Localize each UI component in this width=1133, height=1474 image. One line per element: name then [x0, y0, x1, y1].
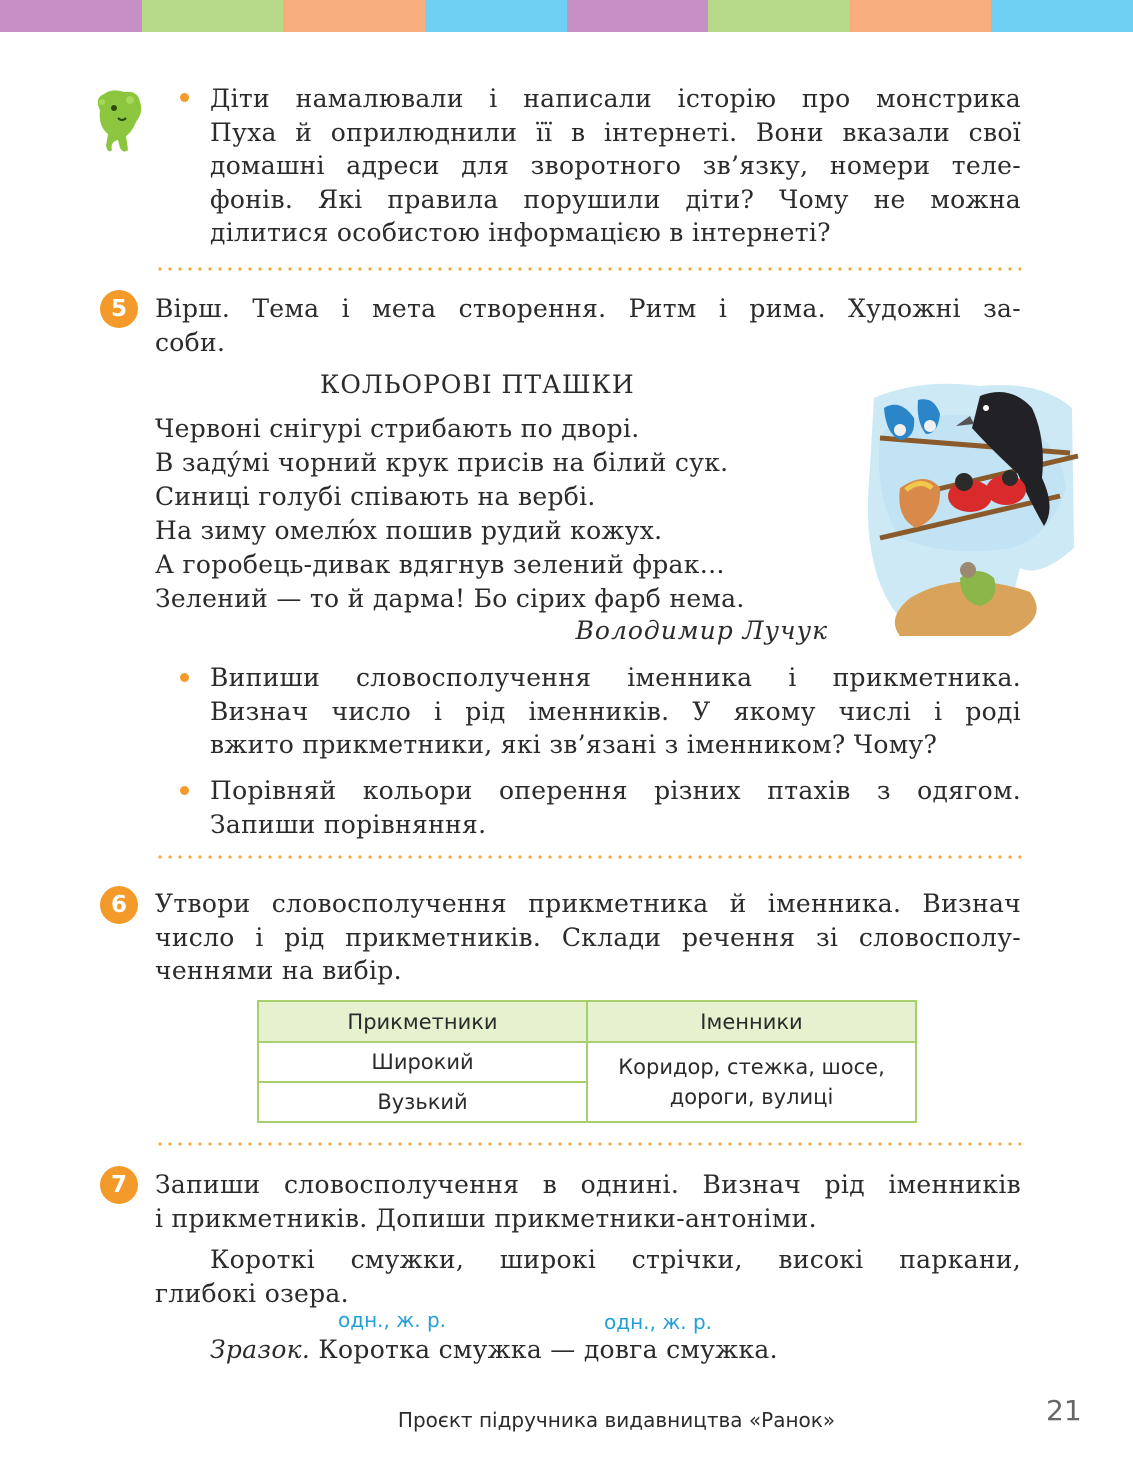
color-segment	[567, 0, 709, 32]
text-line: ченнями на вибір.	[155, 956, 402, 985]
text-line: Визнач число і рід іменників. У якому числі і роді	[210, 696, 1021, 726]
poem-line: А горобець-дивак вдягнув зелений фрак…	[155, 550, 725, 579]
color-segment	[850, 0, 992, 32]
table-row	[258, 1042, 916, 1082]
green-monster-mascot-icon	[90, 88, 146, 158]
intro-bullet-text	[210, 82, 1021, 250]
table-header-cell: Прикметники	[258, 1001, 587, 1042]
nouns-line: Коридор, стежка, шосе,	[618, 1055, 885, 1079]
poem-line: В заду́мі чорний крук присів на білий сук.	[155, 448, 729, 477]
text-line: вжито прикметники, які зв’язані з іменником? Чому?	[210, 730, 938, 759]
bullet-dot	[180, 93, 189, 102]
dotted-separator	[155, 1142, 1021, 1146]
color-segment	[142, 0, 284, 32]
text-line: число і рід прикметників. Склади речення зі словосполу-	[155, 922, 1021, 952]
poem-line: Зелений — то й дарма! Бо сірих фарб нема.	[155, 584, 745, 613]
text-line: соби.	[155, 327, 226, 357]
dotted-separator	[155, 267, 1021, 271]
poem-line: Червоні снігурі стрибають по дворі.	[155, 414, 640, 443]
color-segment	[991, 0, 1133, 32]
task6-instruction	[155, 887, 1021, 988]
text-line: ділитися особистою інформацією в інтернеті?	[210, 218, 831, 247]
task5-bullet-2	[210, 774, 1021, 841]
task7-sample	[210, 1333, 1021, 1367]
text-line: Короткі смужки, широкі стрічки, високі паркани,	[210, 1245, 1021, 1274]
table-cell: Широкий	[258, 1042, 587, 1082]
sample-text: Коротка смужка — довга смужка.	[310, 1335, 778, 1364]
task5-bullet-1	[210, 661, 1021, 762]
color-segment	[0, 0, 142, 32]
task5-instruction	[155, 292, 1021, 359]
poem-line: Синиці голубі співають на вербі.	[155, 482, 596, 511]
task-number-badge: 6	[100, 886, 138, 924]
table-header-cell: Іменники	[587, 1001, 916, 1042]
task7-instruction	[155, 1168, 1021, 1235]
sample-label: Зразок.	[210, 1335, 311, 1364]
text-line: Випиши словосполучення іменника і прикметника.	[210, 663, 1021, 692]
text-line: фонів. Які правила порушили діти? Чому не можна	[210, 184, 1021, 214]
dotted-separator	[155, 855, 1021, 859]
color-segment	[283, 0, 425, 32]
bullet-dot	[180, 786, 189, 795]
task-number-badge: 7	[100, 1166, 138, 1204]
task7-example	[155, 1243, 1021, 1310]
poem-line: На зиму омелю́х пошив рудий кожух.	[155, 516, 663, 545]
birds-illustration	[860, 378, 1082, 640]
text-line: Пуха й оприлюднили її в інтернеті. Вони вказали свої	[210, 117, 1021, 147]
table-cell: Вузький	[258, 1082, 587, 1122]
page-number: 21	[1046, 1394, 1082, 1427]
text-line: Порівняй кольори оперення різних птахів з одягом.	[210, 776, 1021, 805]
text-line: глибокі озера.	[155, 1278, 349, 1308]
text-line: домашні адреси для зворотного зв’язку, номери теле-	[210, 151, 1021, 180]
poem-body	[155, 412, 745, 616]
grammar-annotation: одн., ж. р.	[338, 1308, 446, 1332]
text-line: і прикметників. Допиши прикметники-антоніми.	[155, 1203, 817, 1233]
poem-author: Володимир Лучук	[575, 616, 828, 645]
footer-publisher: Проєкт підручника видавництва «Ранок»	[397, 1408, 836, 1432]
text-line: Діти намалювали і написали історію про монстрика	[210, 84, 1021, 113]
words-table	[257, 1000, 917, 1123]
top-color-bar	[0, 0, 1133, 32]
color-segment	[425, 0, 567, 32]
text-line: Вірш. Тема і мета створення. Ритм і рима. Художні за-	[155, 294, 1021, 323]
text-line: Утвори словосполучення прикметника й іменника. Визнач	[155, 889, 1021, 918]
bullet-dot	[180, 673, 189, 682]
text-line: Запиши словосполучення в однині. Визнач рід іменників	[155, 1170, 1021, 1199]
poem-title: КОЛЬОРОВІ ПТАШКИ	[320, 370, 635, 399]
nouns-line: дороги, вулиці	[669, 1085, 834, 1109]
task-number-badge: 5	[100, 290, 138, 328]
table-header-row	[258, 1001, 916, 1042]
table-cell-nouns	[587, 1042, 916, 1122]
grammar-annotation: одн., ж. р.	[604, 1310, 712, 1334]
color-segment	[708, 0, 850, 32]
text-line: Запиши порівняння.	[210, 809, 487, 839]
